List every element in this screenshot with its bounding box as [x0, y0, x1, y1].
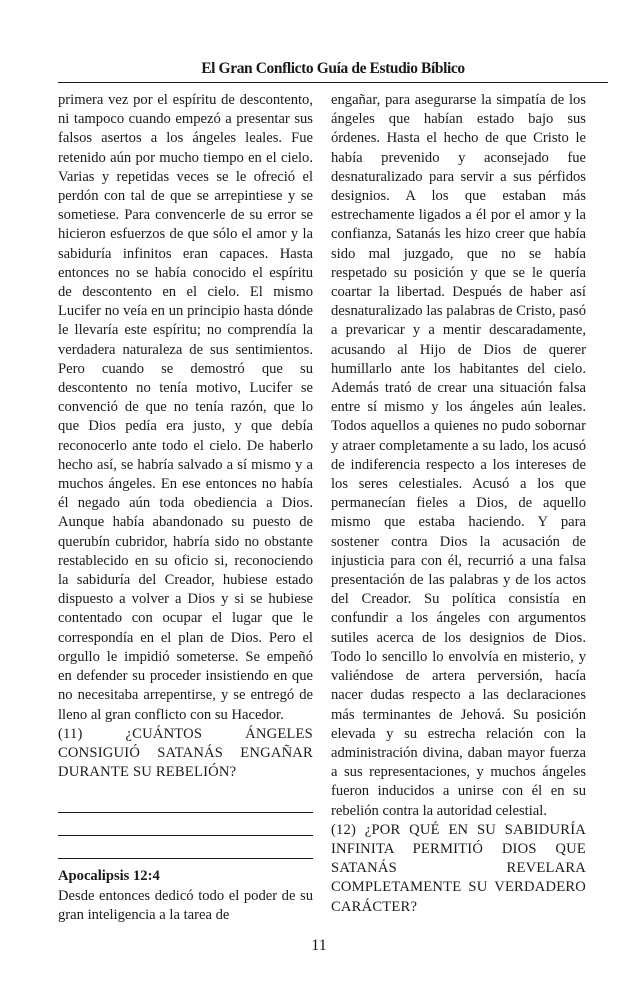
- body-paragraph: engañar, para asegurarse la simpatía de los ángeles que habían estado bajo sus órdenes. Hasta el hecho de que Cristo le había prevenido y aconsejado fue desnaturalizado para servir a sus pérfidos designios. A los que estaban más estrechamente ligados a él por el amor y la confianza, Satanás les hizo creer que había sido mal juzgado, que no se había respetado su posición y que se le quería coartar la libertad. Después de haber así desnaturalizado las palabras de Cristo, pasó a prevaricar y a mentir descaradamente, acusando al Hijo de Dios de querer humillarlo ante los habitantes del cielo. Además trató de crear una situación falsa entre sí mismo y los ángeles aún leales. Todos aquellos a quienes no pudo sobornar y atraer completamente a su lado, los acusó de indiferencia respecto a los intereses de los seres celestiales. Acusó a los que permanecían fieles a Dios, de aquello mismo que estaba haciendo. Y para sostener contra Dios la acusación de injusticia para con él, recurrió a una falsa presentación de las palabras y de los actos del Creador. Su política consistía en confundir a los ángeles con argumentos sutiles acerca de los designios de Dios. Todo lo sencillo lo envolvía en misterio, y valiéndose de artera perversión, hacía nacer dudas respecto a las declaraciones más terminantes de Jehová. Su posición elevada y su estrecha relación con la administración divina, daban mayor fuerza a sus representaciones, y muchos ángeles fueron inducidos a unirse con él en su rebelión contra la autoridad celestial.: [331, 92, 586, 819]
- page-number: 11: [311, 937, 327, 954]
- study-question-12: (12) ¿POR QUÉ EN SU SABIDURÍA INFINITA PERMITIÓ DIOS QUE SATANÁS REVELARA COMPLETAMENTE SU VERDADERO CARÁCTER?: [331, 821, 586, 915]
- header-rule: [58, 82, 608, 83]
- answer-line[interactable]: [58, 813, 313, 836]
- answer-line[interactable]: [58, 836, 313, 859]
- answer-line[interactable]: [58, 782, 313, 813]
- bible-reference: Apocalipsis 12:4: [58, 868, 160, 885]
- body-paragraph: primera vez por el espíritu de descontento, ni tampoco cuando empezó a presentar sus falsos asertos a los ángeles leales. Fue retenido aún por mucho tiempo en el cielo. Varias y repetidas veces se le ofreció el perdón con tal de que se arrepintiese y se sometiese. Para convencerle de su error se hicieron esfuerzos de que sólo el amor y la sabiduría infinitos eran capaces. Hasta entonces no se había conocido el espíritu de descontento en el cielo. El mismo Lucifer no veía en un principio hasta dónde le llevaría este espíritu; no comprendía la verdadera naturaleza de sus sentimientos. Pero cuando se demostró que su descontento no tenía motivo, Lucifer se convenció de que no tenía razón, que lo que Dios pedía era justo, y que debía reconocerlo ante todo el cielo. De haberlo hecho así, se habría salvado a sí mismo y a muchos ángeles. En ese entonces no había él negado aún toda obediencia a Dios. Aunque había abandonado su puesto de querubín cubridor, habría sido no obstante restablecido en su oficio si, reconociendo la sabiduría del Creador, hubiese estado dispuesto a volver a Dios y si se hubiese contentado con ocupar el lugar que le correspondía en el plan de Dios. Pero el orgullo le impidió someterse. Se empeñó en defender su proceder insistiendo en que no necesitaba arrepentirse, y se entregó de lleno al gran conflicto con su Hacedor.: [58, 92, 313, 723]
- body-paragraph: Desde entonces dedicó todo el poder de su gran inteligencia a la tarea de: [58, 887, 313, 923]
- running-header: El Gran Conflicto Guía de Estudio Bíblico: [201, 60, 465, 77]
- left-column: [58, 91, 313, 925]
- right-column: [331, 91, 586, 917]
- study-question-11: (11) ¿CUÁNTOS ÁNGELES CONSIGUIÓ SATANÁS ENGAÑAR DURANTE SU REBELIÓN?: [58, 725, 313, 781]
